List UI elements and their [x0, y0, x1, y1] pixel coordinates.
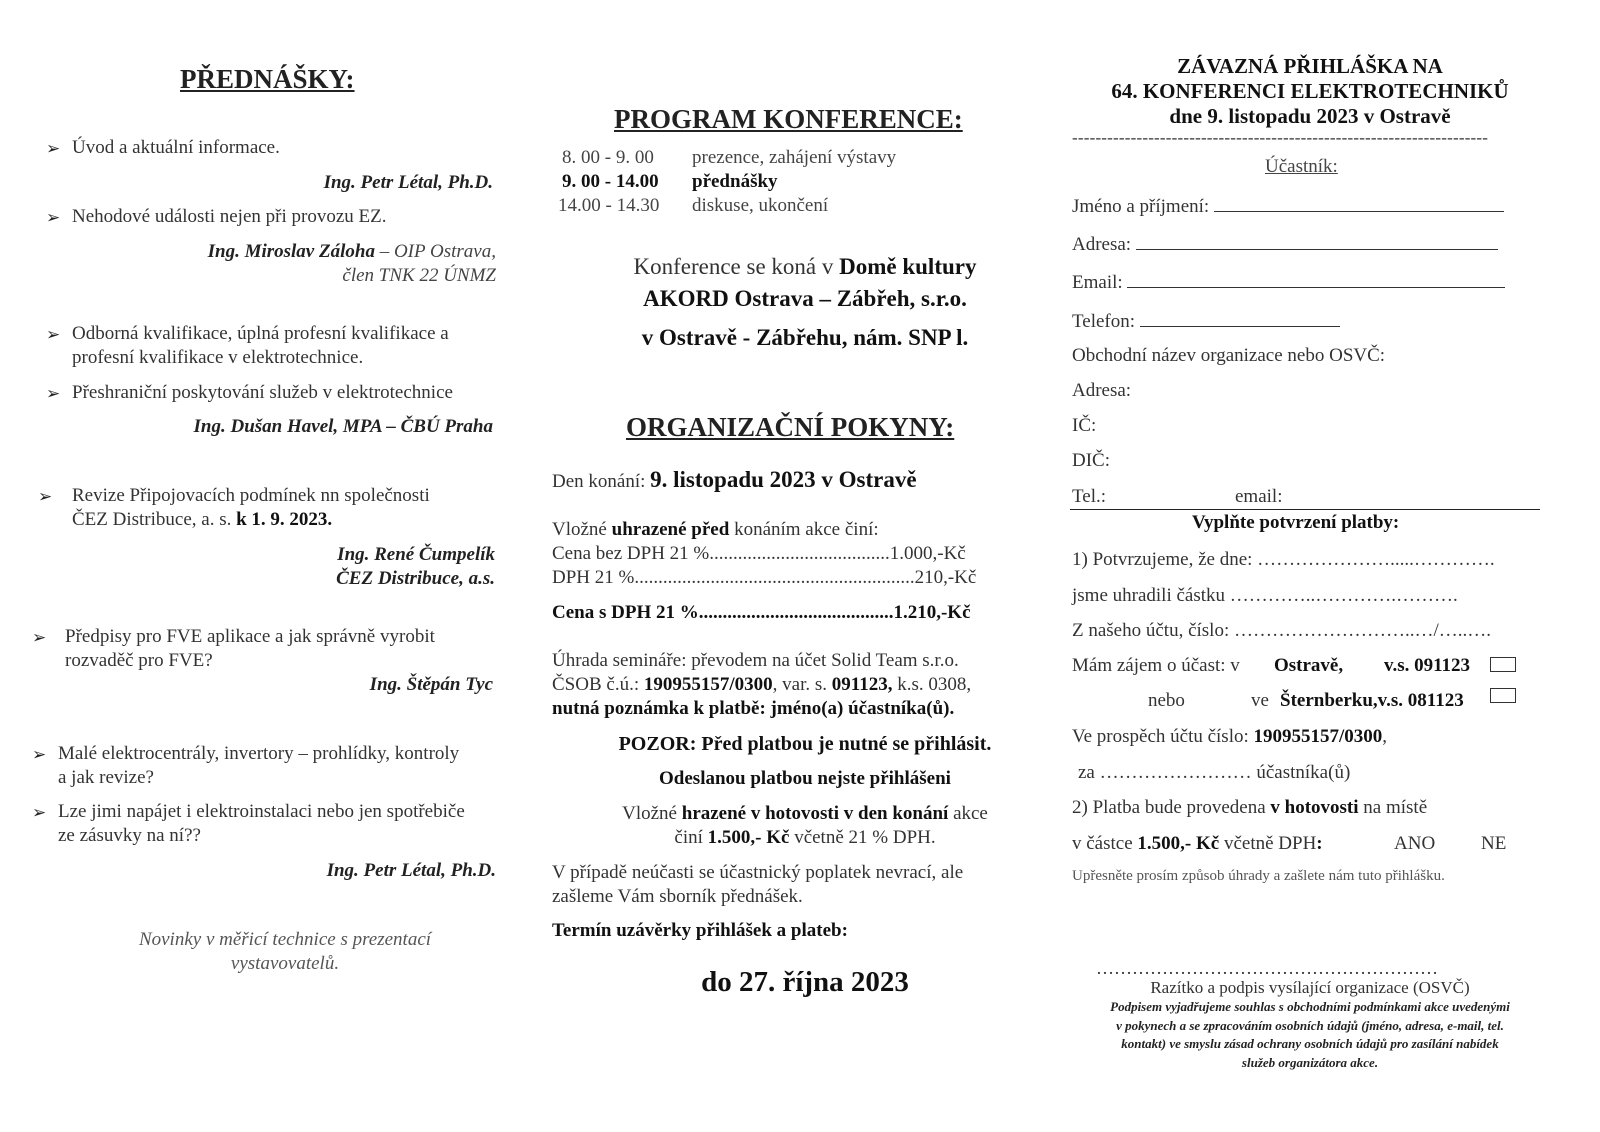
participants-count-line[interactable]: za …………………… účastníka(ů)	[1078, 762, 1351, 783]
org-name-label: Obchodní název organizace nebo OSVČ:	[1072, 345, 1386, 366]
arrow-bullet-icon: ➢	[32, 745, 47, 764]
speaker-4: Ing. Dušan Havel, MPA – ČBÚ Praha	[193, 416, 493, 437]
event-date: Den konání: 9. listopadu 2023 v Ostravě	[552, 467, 917, 492]
lectures-column	[0, 0, 540, 1132]
name-field[interactable]	[1072, 193, 1504, 218]
address-label: Adresa:	[1072, 234, 1132, 255]
program-item-1: prezence, zahájení výstavy	[692, 147, 897, 168]
venue-line-3: v Ostravě - Zábřehu, nám. SNP l.	[641, 325, 969, 350]
name-label: Jméno a příjmení:	[1072, 196, 1210, 217]
speaker-2: Ing. Miroslav Záloha – OIP Ostrava,	[207, 241, 496, 262]
arrow-bullet-icon: ➢	[38, 487, 53, 506]
program-time-3: 14.00 - 14.30	[558, 195, 660, 216]
lecture-8: Lze jimi napájet i elektroinstalaci nebo jen spotřebiče ze zásuvky na ní??	[58, 801, 465, 846]
speaker-5: Ing. René Čumpelík	[337, 544, 495, 565]
form-title-3: dne 9. listopadu 2023 v Ostravě	[1169, 104, 1451, 128]
lecture-4: Přeshraniční poskytování služeb v elektrotechnice	[72, 382, 453, 403]
cash-fee-line-2: činí 1.500,- Kč včetně 21 % DPH.	[674, 827, 936, 848]
arrow-bullet-icon: ➢	[46, 325, 61, 344]
cash-amount-line: v částce 1.500,- Kč včetně DPH:	[1072, 833, 1323, 854]
no-option[interactable]: NE	[1481, 833, 1507, 854]
program-item-2: přednášky	[692, 171, 778, 192]
name-input-line[interactable]	[1214, 193, 1504, 212]
lecture-3: Odborná kvalifikace, úplná profesní kvalifikace a profesní kvalifikace v elektrotechnice.	[72, 323, 449, 368]
confirm-date-line[interactable]: 1) Potvrzujeme, že dne: ………………….....………….	[1072, 549, 1495, 570]
consent-text: Podpisem vyjadřujeme souhlas s obchodními podmínkami akce uvedenými v pokynech a se zpracováním osobních údajů (jméno, adresa, e-mail, tel. kontakt) ve smyslu zásad ochrany osobních údajů pro zasílání nabídek služeb organizátora akce.	[1110, 999, 1510, 1070]
phone-field[interactable]	[1072, 308, 1340, 333]
payment-note: nutná poznámka k platbě: jméno(a) účastníka(ů).	[552, 698, 955, 719]
venue-line-1: Konference se koná v Domě kultury	[633, 254, 977, 279]
program-heading: PROGRAM KONFERENCE:	[614, 104, 963, 134]
lecture-1: Úvod a aktuální informace.	[72, 137, 280, 158]
yes-option[interactable]: ANO	[1394, 833, 1436, 854]
cash-payment-line: 2) Platba bude provedena v hotovosti na místě	[1072, 797, 1428, 818]
lecture-7: Malé elektrocentrály, invertory – prohlídky, kontroly a jak revize?	[58, 743, 460, 788]
ostrava-checkbox[interactable]	[1490, 657, 1516, 672]
fee-total: Cena s DPH 21 %.........................................1.210,-Kč	[552, 602, 971, 623]
address-field[interactable]	[1072, 231, 1498, 256]
form-title-2: 64. KONFERENCI ELEKTROTECHNIKŮ	[1111, 79, 1509, 103]
confirm-amount-line[interactable]: jsme uhradili částku …………..………….……….	[1072, 585, 1458, 606]
payment-line-1: Úhrada semináře: převodem na účet Solid Team s.r.o.	[552, 650, 959, 671]
ve-label: ve	[1251, 690, 1269, 711]
lectures-heading: PŘEDNÁŠKY:	[180, 64, 355, 94]
organization-heading: ORGANIZAČNÍ POKYNY:	[626, 412, 955, 442]
interest-sternberk: Šternberku,v.s. 081123	[1280, 690, 1464, 711]
or-label: nebo	[1148, 690, 1185, 711]
speaker-8: Ing. Petr Létal, Ph.D.	[326, 860, 496, 881]
program-time-1: 8. 00 - 9. 00	[562, 147, 654, 168]
speaker-6: Ing. Štěpán Tyc	[369, 674, 493, 695]
phone-label: Telefon:	[1072, 311, 1136, 332]
email2-label[interactable]: email:	[1235, 486, 1283, 507]
form-title-1: ZÁVAZNÁ PŘIHLÁŠKA NA	[1177, 54, 1443, 78]
speaker-5-org: ČEZ Distribuce, a.s.	[336, 568, 495, 589]
arrow-bullet-icon: ➢	[32, 628, 47, 647]
section-divider	[1070, 509, 1540, 510]
lecture-2: Nehodové události nejen při provozu EZ.	[72, 206, 387, 227]
exhibitors-note: Novinky v měřicí technice s prezentací vystavovatelů.	[138, 929, 432, 974]
arrow-bullet-icon: ➢	[46, 139, 61, 158]
tel-label[interactable]: Tel.:	[1072, 486, 1107, 507]
registration-form	[1072, 0, 1600, 1132]
lecture-6: Předpisy pro FVE aplikace a jak správně vyrobit rozvaděč pro FVE?	[65, 626, 435, 671]
dashed-separator: -----------------------------------------------------------------------	[1072, 128, 1489, 147]
deadline-date: do 27. října 2023	[701, 966, 909, 998]
email-field[interactable]	[1072, 269, 1505, 294]
lecture-5: Revize Připojovacích podmínek nn společnosti ČEZ Distribuce, a. s. k 1. 9. 2023.	[72, 485, 430, 530]
email-label: Email:	[1072, 272, 1123, 293]
address-input-line[interactable]	[1136, 231, 1498, 250]
program-item-3: diskuse, ukončení	[692, 195, 829, 216]
venue-line-2: AKORD Ostrava – Zábřeh, s.r.o.	[643, 286, 967, 311]
fee-intro: Vložné uhrazené před konáním akce činí:	[552, 519, 879, 540]
speaker-2-membership: člen TNK 22 ÚNMZ	[342, 265, 496, 286]
arrow-bullet-icon: ➢	[32, 803, 47, 822]
org-address-label[interactable]: Adresa:	[1072, 380, 1132, 401]
interest-ostrava: Ostravě,	[1274, 655, 1344, 676]
warning-not-registered: Odeslanou platbou nejste přihlášeni	[659, 768, 951, 789]
fee-vat: DPH 21 %...........................................................210,-Kč	[552, 567, 977, 588]
ic-label[interactable]: IČ:	[1072, 415, 1097, 436]
refund-line-1: V případě neúčasti se účastnický poplatek nevrací, ale	[552, 862, 964, 883]
payment-confirmation-heading: Vyplňte potvrzení platby:	[1192, 512, 1400, 533]
speaker-1: Ing. Petr Létal, Ph.D.	[323, 172, 493, 193]
signature-line[interactable]: …………………………………………………	[1096, 958, 1438, 978]
beneficiary-account: Ve prospěch účtu číslo: 190955157/0300,	[1072, 726, 1388, 747]
deadline-label: Termín uzávěrky přihlášek a plateb:	[552, 920, 848, 941]
signature-label: Razítko a podpis vysílající organizace (OSVČ)	[1150, 978, 1470, 997]
confirm-account-line[interactable]: Z našeho účtu, číslo: ………………………..…/…..….	[1072, 620, 1492, 641]
fee-price-excl-vat: Cena bez DPH 21 %......................................1.000,-Kč	[552, 543, 966, 564]
dic-label[interactable]: DIČ:	[1072, 450, 1110, 471]
participant-heading: Účastník:	[1265, 156, 1338, 177]
interest-ostrava-vs: v.s. 091123	[1384, 655, 1471, 676]
instruction-note: Upřesněte prosím způsob úhrady a zašlete nám tuto přihlášku.	[1072, 868, 1445, 884]
arrow-bullet-icon: ➢	[46, 384, 61, 403]
cash-fee-line-1: Vložné hrazené v hotovosti v den konání akce	[622, 803, 988, 824]
refund-line-2: zašleme Vám sborník přednášek.	[552, 886, 803, 907]
email-input-line[interactable]	[1127, 269, 1505, 288]
program-column	[540, 0, 1070, 1132]
payment-line-2: ČSOB č.ú.: 190955157/0300, var. s. 091123, k.s. 0308,	[552, 674, 972, 695]
program-time-2: 9. 00 - 14.00	[562, 171, 659, 192]
interest-label: Mám zájem o účast: v	[1072, 655, 1240, 676]
sternberk-checkbox[interactable]	[1490, 688, 1516, 703]
warning-register: POZOR: Před platbou je nutné se přihlásit.	[618, 733, 992, 755]
phone-input-line[interactable]	[1140, 308, 1340, 327]
arrow-bullet-icon: ➢	[46, 208, 61, 227]
